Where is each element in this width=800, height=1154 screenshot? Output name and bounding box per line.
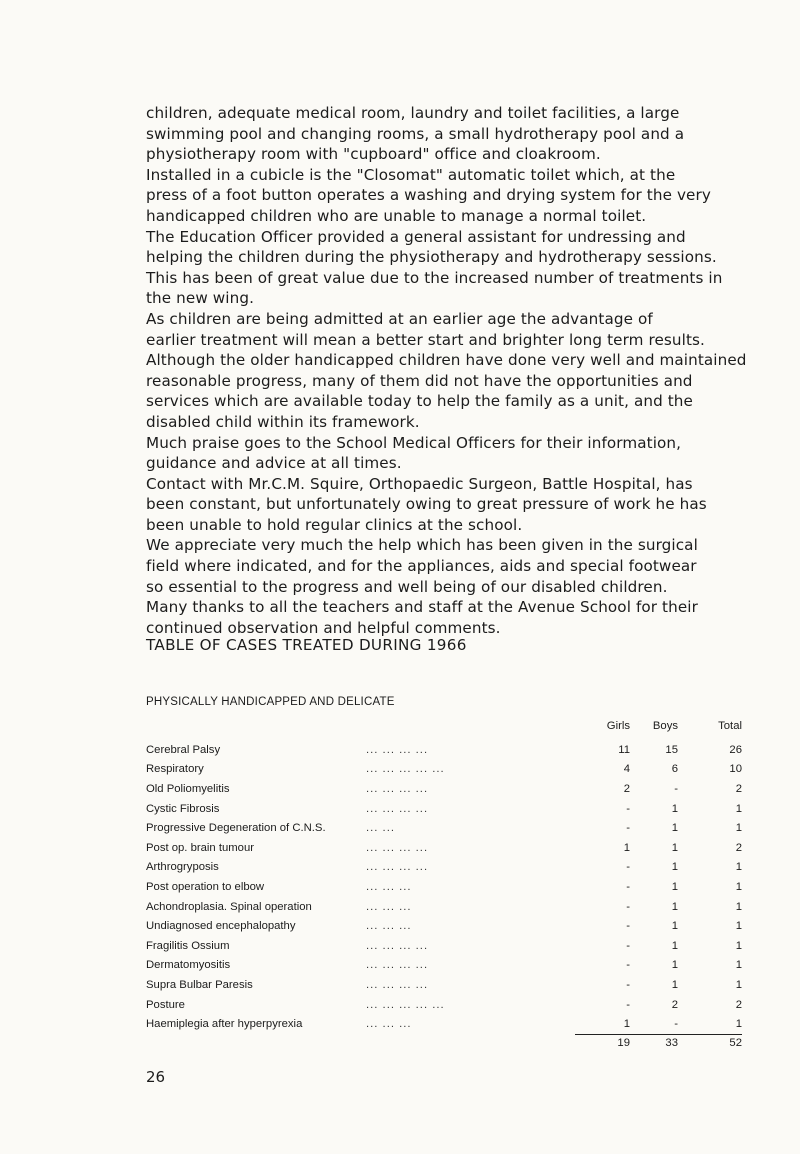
text-line: reasonable progress, many of them did not have the opportunities and	[146, 371, 693, 390]
leader-dots: ... ... ...	[366, 920, 412, 933]
boys-count: 1	[671, 978, 678, 991]
total-count: 1	[735, 939, 742, 952]
total-count: 2	[735, 782, 742, 795]
totals-row	[146, 1034, 742, 1051]
paragraph	[146, 309, 766, 433]
text-line: Installed in a cubicle is the "Closomat" automatic toilet which, at the	[146, 165, 676, 184]
text-line: so essential to the progress and well being of our disabled children.	[146, 577, 668, 596]
leader-dots: ... ... ... ...	[366, 861, 429, 874]
condition-label: Post op. brain tumour	[146, 841, 255, 854]
girls-count: -	[626, 939, 630, 952]
boys-count: 1	[671, 900, 678, 913]
text-line: children, adequate medical room, laundry and toilet facilities, a large	[146, 104, 680, 122]
total-count: 2	[735, 998, 742, 1011]
total-count: 10	[729, 763, 742, 776]
total-count: 2	[735, 841, 742, 854]
text-line: helping the children during the physiotherapy and hydrotherapy sessions.	[146, 248, 717, 267]
total-count: 1	[735, 900, 742, 913]
table-row	[146, 936, 742, 956]
text-line: been unable to hold regular clinics at the school.	[146, 515, 523, 534]
text-line: handicapped children who are unable to manage a normal toilet.	[146, 206, 647, 225]
leader-dots: ... ... ... ...	[366, 802, 429, 815]
condition-label: Achondroplasia. Spinal operation	[146, 900, 312, 913]
text-line: Although the older handicapped children have done very well and maintained	[146, 351, 747, 370]
girls-count: -	[626, 822, 630, 835]
total-count: 26	[729, 743, 742, 756]
table-row	[146, 877, 742, 897]
total-count: 1	[735, 802, 742, 815]
condition-label: Supra Bulbar Paresis	[146, 978, 253, 991]
boys-count: 1	[671, 822, 678, 835]
paragraph	[146, 433, 766, 474]
leader-dots: ... ... ... ...	[366, 841, 429, 854]
girls-count: -	[626, 998, 630, 1011]
leader-dots: ... ... ... ...	[366, 782, 429, 795]
text-line: services which are available today to help the family as a unit, and the	[146, 392, 693, 411]
paragraph	[146, 597, 766, 638]
section-heading: PHYSICALLY HANDICAPPED AND DELICATE	[146, 696, 395, 708]
text-line: Contact with Mr.C.M. Squire, Orthopaedic Surgeon, Battle Hospital, has	[146, 474, 693, 493]
table-row	[146, 897, 742, 917]
condition-label: Post operation to elbow	[146, 880, 265, 893]
text-line: This has been of great value due to the increased number of treatments in	[146, 268, 723, 287]
table-body	[146, 740, 742, 1051]
table-row	[146, 858, 742, 878]
leader-dots: ... ... ... ... ...	[366, 763, 445, 776]
table-header-row	[146, 712, 742, 740]
table-row	[146, 916, 742, 936]
table-row	[146, 740, 742, 760]
body-text	[146, 103, 766, 638]
table-row	[146, 975, 742, 995]
condition-label: Haemiplegia after hyperpyrexia	[146, 1018, 303, 1031]
condition-label: Dermatomyositis	[146, 959, 231, 972]
boys-count: -	[674, 782, 678, 795]
text-line: physiotherapy room with "cupboard" office and cloakroom.	[146, 145, 601, 164]
condition-label: Undiagnosed encephalopathy	[146, 920, 296, 933]
header-total: Total	[718, 720, 742, 732]
girls-count: -	[626, 959, 630, 972]
boys-count: 15	[665, 743, 678, 756]
total-count: 1	[735, 822, 742, 835]
girls-count: -	[626, 978, 630, 991]
text-line: field where indicated, and for the appliances, aids and special footwear	[146, 557, 697, 576]
condition-label: Progressive Degeneration of C.N.S.	[146, 822, 326, 835]
table-title: TABLE OF CASES TREATED DURING 1966	[146, 636, 467, 654]
condition-label: Old Poliomyelitis	[146, 782, 230, 795]
girls-count: -	[626, 920, 630, 933]
leader-dots: ... ... ... ...	[366, 743, 429, 756]
totals-spacer	[146, 1034, 366, 1051]
text-line: We appreciate very much the help which has been given in the surgical	[146, 536, 698, 555]
text-line: As children are being admitted at an earlier age the advantage of	[146, 309, 653, 328]
condition-label: Cerebral Palsy	[146, 743, 221, 756]
text-line: guidance and advice at all times.	[146, 454, 402, 473]
leader-dots: ... ... ...	[366, 880, 412, 893]
cases-table	[146, 712, 742, 1051]
text-line: Much praise goes to the School Medical Officers for their information,	[146, 433, 682, 452]
paragraph	[146, 535, 766, 597]
boys-count: 1	[671, 939, 678, 952]
boys-count: 6	[671, 763, 678, 776]
leader-dots: ... ... ... ... ...	[366, 998, 445, 1011]
table-row	[146, 779, 742, 799]
paragraph	[146, 474, 766, 536]
text-line: continued observation and helpful comments.	[146, 618, 501, 637]
paragraph	[146, 103, 766, 227]
table-row	[146, 956, 742, 976]
girls-count: -	[626, 861, 630, 874]
total-count: 1	[735, 861, 742, 874]
leader-dots: ... ... ... ...	[366, 978, 429, 991]
boys-count: -	[633, 1014, 682, 1034]
total-count: 1	[735, 880, 742, 893]
boys-count: 1	[671, 861, 678, 874]
girls-count: -	[626, 900, 630, 913]
text-line: swimming pool and changing rooms, a small hydrotherapy pool and a	[146, 124, 685, 143]
text-line: the new wing.	[146, 289, 255, 308]
girls-count: -	[626, 880, 630, 893]
text-line: been constant, but unfortunately owing to great pressure of work he has	[146, 495, 707, 514]
text-line: The Education Officer provided a general assistant for undressing and	[146, 227, 686, 246]
leader-dots: ... ... ...	[366, 900, 412, 913]
girls-total: 19	[617, 1036, 630, 1049]
header-spacer	[366, 712, 575, 740]
header-girls: Girls	[606, 720, 630, 732]
totals-spacer	[366, 1034, 575, 1051]
header-boys: Boys	[652, 720, 678, 732]
paragraph	[146, 227, 766, 309]
leader-dots: ... ... ...	[366, 1018, 412, 1031]
boys-count: 1	[671, 841, 678, 854]
table-row	[146, 799, 742, 819]
grand-total: 52	[729, 1036, 742, 1049]
leader-dots: ... ...	[366, 822, 395, 835]
text-line: Many thanks to all the teachers and staff at the Avenue School for their	[146, 598, 698, 617]
condition-label: Posture	[146, 998, 185, 1011]
text-line: press of a foot button operates a washing and drying system for the very	[146, 186, 711, 205]
boys-count: 1	[671, 802, 678, 815]
condition-label: Arthrogryposis	[146, 861, 219, 874]
boys-count: 2	[671, 998, 678, 1011]
header-spacer	[146, 712, 366, 740]
page-number: 26	[146, 1068, 166, 1086]
girls-count: 11	[618, 743, 630, 756]
girls-count: 2	[623, 782, 630, 795]
text-line: disabled child within its framework.	[146, 412, 420, 431]
condition-label: Respiratory	[146, 763, 204, 776]
total-count: 1	[735, 959, 742, 972]
table-row	[146, 760, 742, 780]
girls-count: 4	[623, 763, 630, 776]
condition-label: Cystic Fibrosis	[146, 802, 220, 815]
boys-count: 1	[671, 880, 678, 893]
condition-label: Fragilitis Ossium	[146, 939, 230, 952]
text-line: earlier treatment will mean a better start and brighter long term results.	[146, 330, 705, 349]
leader-dots: ... ... ... ...	[366, 959, 429, 972]
boys-count: 1	[671, 959, 678, 972]
boys-total: 33	[665, 1036, 678, 1049]
table-row	[146, 838, 742, 858]
girls-count: 1	[575, 1014, 633, 1034]
table-row	[146, 995, 742, 1015]
total-count: 1	[682, 1014, 742, 1034]
leader-dots: ... ... ... ...	[366, 939, 429, 952]
girls-count: 1	[623, 841, 630, 854]
girls-count: -	[626, 802, 630, 815]
boys-count: 1	[671, 920, 678, 933]
table-row	[146, 1014, 742, 1034]
table-row	[146, 818, 742, 838]
total-count: 1	[735, 978, 742, 991]
total-count: 1	[735, 920, 742, 933]
